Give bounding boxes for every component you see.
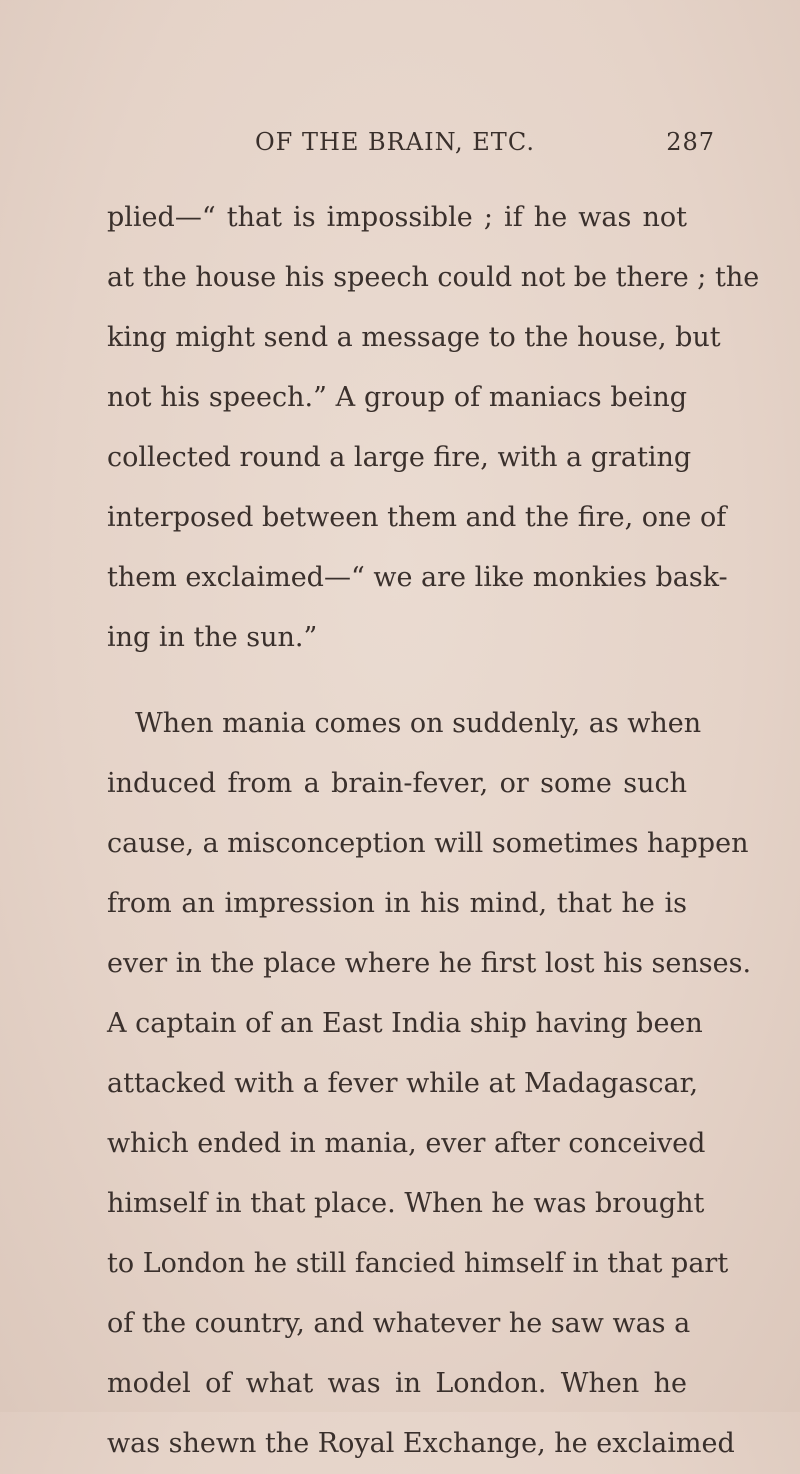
text-line: model of what was in London. When he (107, 1368, 687, 1399)
text-line: himself in that place. When he was brought (107, 1188, 705, 1219)
text-line: was shewn the Royal Exchange, he exclaimed (107, 1428, 735, 1459)
text-line: not his speech.” A group of maniacs being (107, 382, 687, 413)
text-line: ing in the sun.” (107, 622, 318, 653)
text-line: king might send a message to the house, but (107, 322, 721, 353)
text-line: to London he still fancied himself in that part (107, 1248, 729, 1279)
text-line: ever in the place where he first lost his senses. (107, 948, 752, 979)
text-line: collected round a large fire, with a grating (107, 442, 692, 473)
text-line: of the country, and whatever he saw was a (107, 1308, 691, 1339)
paragraph-2 (107, 694, 752, 1474)
text-line: which ended in mania, ever after conceived (107, 1128, 706, 1159)
text-line: at the house his speech could not be there ; the (107, 262, 760, 293)
paragraph-1 (107, 188, 760, 668)
text-line: interposed between them and the fire, one of (107, 502, 727, 533)
page-number: 287 (666, 128, 715, 156)
text-line: cause, a misconception will sometimes happen (107, 828, 749, 859)
text-line: them exclaimed—“ we are like monkies bask- (107, 562, 728, 593)
paragraph-gap (107, 668, 687, 694)
body-text (107, 188, 760, 1474)
text-line: A captain of an East India ship having been (107, 1008, 703, 1039)
text-line: plied—“ that is impossible ; if he was not (107, 202, 687, 233)
text-line: attacked with a fever while at Madagascar, (107, 1068, 699, 1099)
text-line: induced from a brain-fever, or some such (107, 768, 687, 799)
running-head-title: OF THE BRAIN, ETC. (255, 128, 535, 156)
text-line: from an impression in his mind, that he is (107, 888, 687, 919)
text-line: When mania comes on suddenly, as when (135, 708, 702, 739)
running-head (255, 128, 715, 168)
